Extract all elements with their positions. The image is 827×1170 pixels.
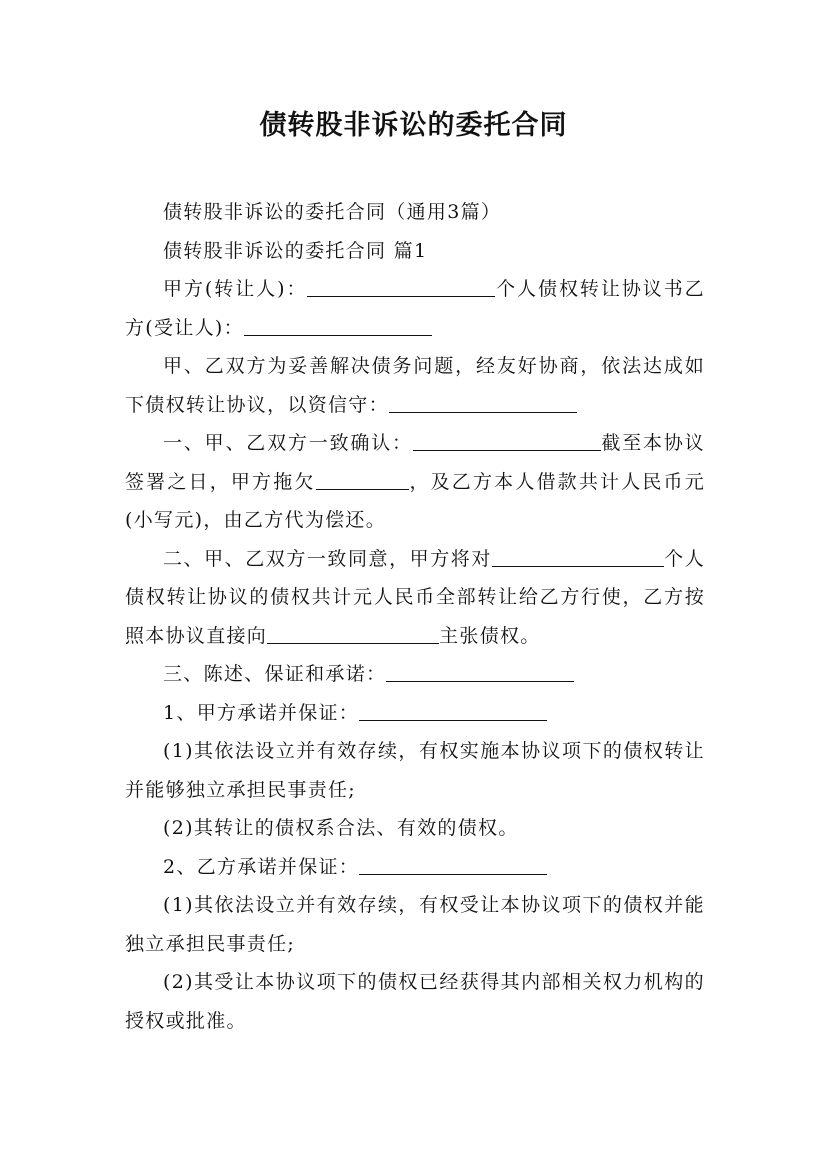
text-segment: 2、乙方承诺并保证： — [163, 855, 360, 878]
paragraph-clause-3 — [125, 655, 705, 694]
subtitle: 债转股非诉讼的委托合同（通用3篇） — [163, 201, 502, 223]
text-segment: 1、甲方承诺并保证： — [163, 701, 360, 724]
blank-line — [267, 621, 439, 644]
paragraph-clause-2 — [125, 540, 705, 656]
blank-line — [359, 698, 547, 721]
text-segment: 个人债权转让协议书乙方(受让人)： — [125, 278, 705, 339]
text-segment: 截至本协议签署之日，甲方拖欠 — [125, 432, 705, 493]
section-heading: 债转股非诉讼的委托合同 篇1 — [163, 239, 428, 262]
paragraph-party-a-warranty — [125, 694, 705, 733]
text-segment: 三、陈述、保证和承诺： — [163, 663, 387, 685]
text-segment: ，及乙方本人借款共计人民币元(小写元)，由乙方代为偿还。 — [125, 470, 706, 531]
paragraph-item: (2)其转让的债权系合法、有效的债权。 — [163, 817, 519, 839]
paragraph-clause-1 — [125, 424, 705, 540]
blank-line — [307, 274, 495, 297]
blank-line — [413, 428, 601, 451]
text-segment: 甲方(转让人)： — [163, 278, 308, 300]
blank-line — [389, 390, 577, 413]
paragraph-preamble — [125, 347, 705, 424]
text-segment: 主张债权。 — [439, 624, 541, 647]
blank-line — [316, 467, 409, 490]
text-segment: 甲、乙双方为妥善解决债务问题，经友好协商，依法达成如下债权转让协议，以资信守： — [125, 355, 705, 416]
paragraph-parties — [125, 270, 705, 347]
paragraph-item: (2)其受让本协议项下的债权已经获得其内部相关权力机构的授权或批准。 — [125, 971, 705, 1032]
blank-line — [492, 544, 664, 567]
document-body — [125, 193, 705, 1040]
blank-line — [244, 313, 432, 336]
paragraph-item: (1)其依法设立并有效存续，有权受让本协议项下的债权并能独立承担民事责任; — [125, 894, 705, 955]
text-segment: 个人债权转让协议的债权共计元人民币全部转让给乙方行使，乙方按照本协议直接向 — [125, 547, 705, 647]
document-title: 债转股非诉讼的委托合同 — [259, 110, 568, 141]
text-segment: 二、甲、乙双方一致同意，甲方将对 — [163, 547, 492, 570]
paragraph-item: (1)其依法设立并有效存续，有权实施本协议项下的债权转让并能够独立承担民事责任; — [125, 740, 705, 801]
paragraph-party-b-warranty — [125, 848, 705, 887]
text-segment: 一、甲、乙双方一致确认： — [163, 432, 413, 454]
blank-line — [359, 852, 547, 875]
blank-line — [386, 659, 574, 682]
